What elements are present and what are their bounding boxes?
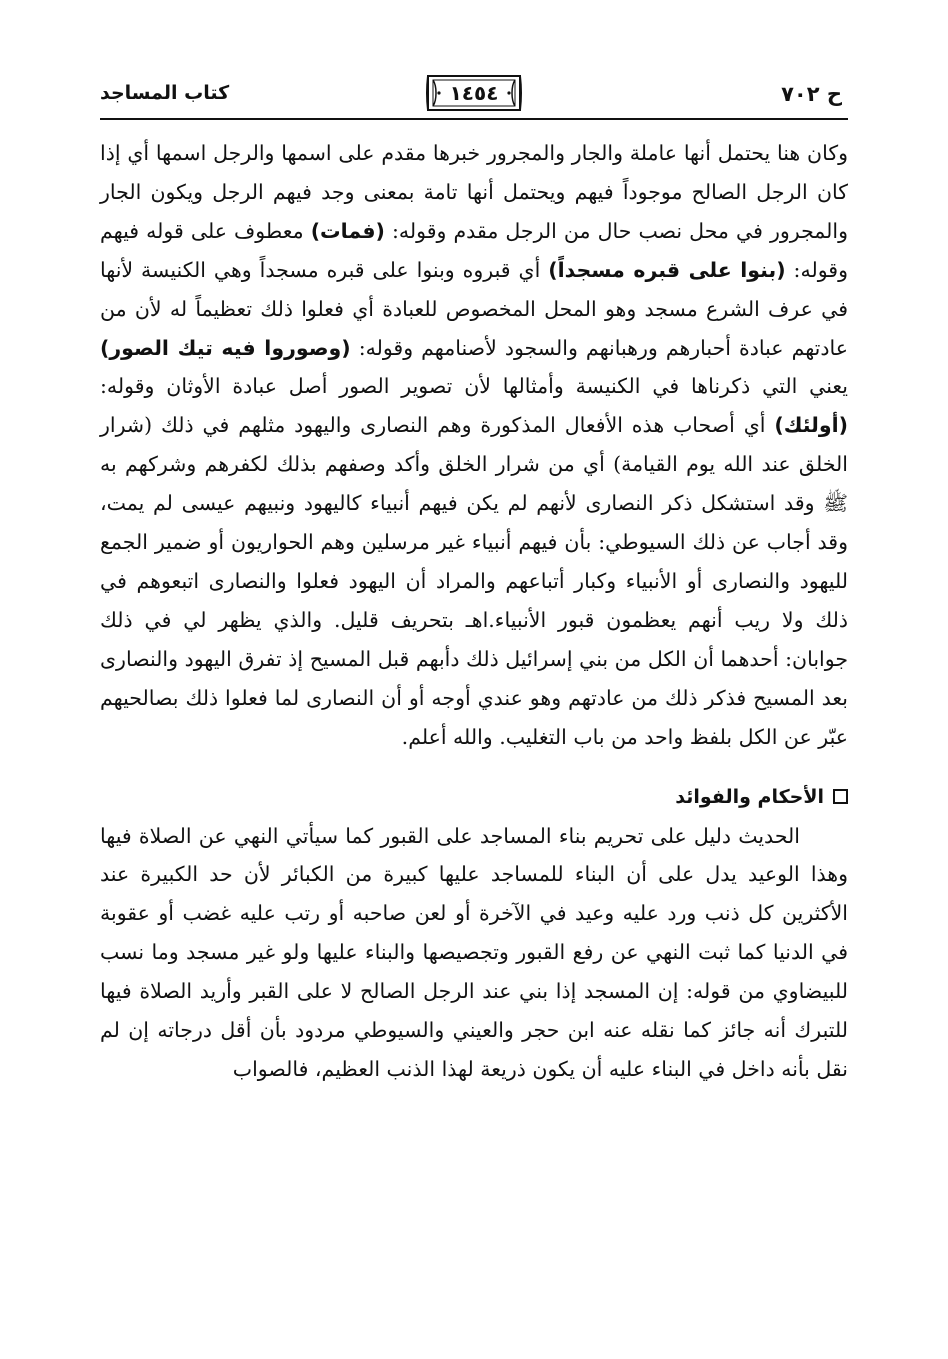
quoted-term: (أولئك) xyxy=(774,413,848,438)
explanation-block xyxy=(100,134,848,757)
page-number: ١٤٥٤ xyxy=(449,81,499,105)
quoted-term: (وصوروا فيه تيك الصور) xyxy=(100,335,351,360)
page-header xyxy=(100,70,848,120)
page-number-frame xyxy=(425,72,523,114)
rulings-block xyxy=(100,817,848,1089)
book-title: كتاب المساجد xyxy=(100,82,230,104)
text-segment: أي أصحاب هذه الأفعال المذكورة وهم النصارى واليهود مثلهم في ذلك (شرار الخلق عند الله يوم القيامة) أي من شرار الخلق وأكد وصفهم بذلك لكفرهم وشركهم به ﷺ وقد استشكل ذكر النصارى لأنهم لم يكن فيهم أنبياء كاليهود ونبيهم عيسى لم يمت، وقد أجاب عن ذلك السيوطي: بأن فيهم أنبياء غير مرسلين وهم الحواريون أو ضمير الجمع لليهود والنصارى أو الأنبياء وكبار أتباعهم والمراد أن اليهود فعلوا والنصارى اتبعوهم في ذلك ولا ريب أنهم يعظمون قبور الأنبياء.اهـ بتحريف قليل. والذي يظهر لي في ذلك جوابان: أحدهما أن الكل من بني إسرائيل ذلك دأبهم قبل المسيح إذ تفرق اليهود والنصارى بعد المسيح فذكر ذلك من عادتهم وهو عندي أوجه أو أن النصارى لما فعلوا ذلك بصالحيهم عبّر عن الكل بلفظ واحد من باب التغليب. والله أعلم. xyxy=(100,413,848,749)
explanation-paragraph xyxy=(100,134,848,757)
text-segment: وكان هنا يحتمل أنها عاملة والجار والمجرور خبرها مقدم على اسمها والرجل اسمها أي إذا كان الرجل الصالح موجوداً فيهم ويحتمل أنها تامة بمعنى وجد فيهم الرجل ويكون الجار والمجرور في محل نصب حال من الرجل مقدم وقوله: xyxy=(100,141,849,243)
text-segment: أي قبروه وبنوا على قبره مسجداً وهي الكنيسة لأنها في عرف الشرع مسجد وهو المحل المخصوص للعبادة أي فعلوا ذلك تعظيماً له لأن من عادتهم عبادة أحبارهم ورهبانهم والسجود لأصنامهم وقوله: xyxy=(100,257,848,360)
rulings-heading-label: الأحكام والفوائد xyxy=(675,785,824,808)
rulings-heading xyxy=(100,779,848,815)
hadith-reference: ح ٧٠٢ xyxy=(781,82,842,106)
square-bullet-icon xyxy=(833,789,848,804)
book-page xyxy=(100,70,848,1300)
text-segment: يعني التي ذكرناها في الكنيسة وأمثالها لأن تصوير الصور أصل عبادة الأوثان وقوله: xyxy=(100,374,848,399)
quoted-term: (فمات) xyxy=(310,218,385,243)
text-segment: معطوف على قوله فيهم وقوله: xyxy=(100,218,848,282)
quoted-term: (بنوا على قبره مسجداً) xyxy=(548,257,786,282)
rulings-paragraph: الحديث دليل على تحريم بناء المساجد على القبور كما سيأتي النهي عن الصلاة فيها وهذا الوعيد يدل على أن البناء للمساجد عليها كبيرة من الكبائر لأن حد الكبيرة عند الأكثرين كل ذنب ورد عليه وعيد في الآخرة أو لعن صاحبه أو رتب عليه غضب أو عقوبة في الدنيا كما ثبت النهي عن رفع القبور وتجصيصها والبناء عليها ولو غير مسجد وما نسب للبيضاوي من قوله: إن المسجد إذا بني عند الرجل الصالح لا على القبر وأريد الصلاة فيها للتبرك أنه جائز كما نقله عنه ابن حجر والعيني والسيوطي مردود بأن أقل درجاته إن لم نقل بأنه داخل في البناء عليه أن يكون ذريعة لهذا الذنب العظيم، فالصواب xyxy=(100,823,848,1081)
